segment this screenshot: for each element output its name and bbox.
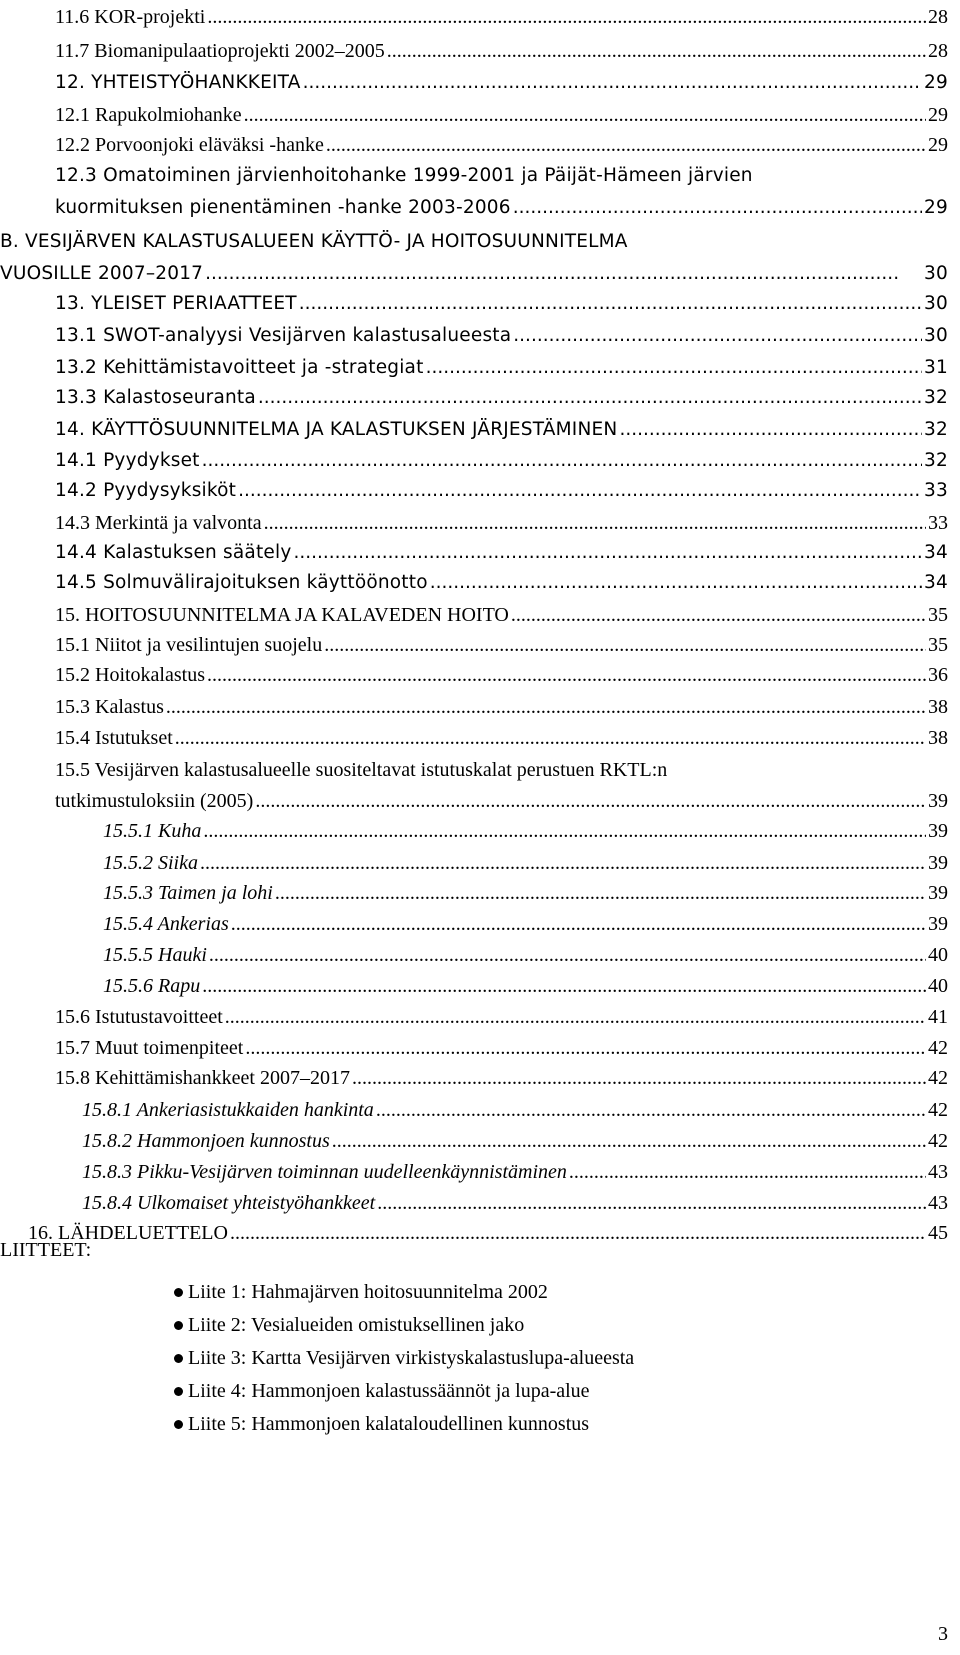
appendix-item-label: Liite 2: Vesialueiden omistuksellinen jako xyxy=(188,1314,525,1336)
bullet-icon xyxy=(174,1321,183,1330)
toc-entry[interactable] xyxy=(0,259,960,289)
toc-entry[interactable] xyxy=(0,786,960,816)
toc-entry-page: 34 xyxy=(924,572,948,593)
toc-dot-leader xyxy=(207,660,926,690)
toc-dot-leader xyxy=(202,971,926,1001)
toc-entry-page: 35 xyxy=(928,634,948,656)
toc-entry[interactable] xyxy=(0,723,960,753)
page-number: 3 xyxy=(938,1623,948,1645)
toc-dot-leader xyxy=(245,1033,926,1063)
toc-entry[interactable] xyxy=(0,538,960,568)
toc-entry-title: 14.1 Pyydykset xyxy=(55,450,200,471)
toc-dot-leader xyxy=(207,2,926,32)
toc-entry-page: 39 xyxy=(928,852,948,874)
toc-dot-leader xyxy=(244,100,926,130)
toc-dot-leader xyxy=(619,415,922,445)
toc-entry-title: 14.2 Pyydysyksiköt xyxy=(55,480,237,501)
toc-entry[interactable] xyxy=(0,660,960,690)
toc-entry-title-line[interactable]: B. VESIJÄRVEN KALASTUSALUEEN KÄYTTÖ- JA HOITOSUUNNITELMA xyxy=(0,231,628,252)
toc-entry[interactable] xyxy=(0,878,960,908)
toc-dot-leader xyxy=(203,816,926,846)
toc-entry-title: 15.2 Hoitokalastus xyxy=(55,664,205,686)
toc-entry[interactable] xyxy=(0,353,960,383)
toc-entry-title: 15.4 Istutukset xyxy=(55,727,173,749)
toc-dot-leader xyxy=(230,1218,926,1248)
toc-dot-leader xyxy=(352,1063,926,1093)
toc-entry-title: 15.5.6 Rapu xyxy=(103,975,201,997)
toc-entry-title-line[interactable]: 15.5 Vesijärven kalastusalueelle suositeltavat istutuskalat perustuen RKTL:n xyxy=(55,759,668,781)
appendix-item xyxy=(188,1276,548,1308)
toc-entry-page: 43 xyxy=(928,1161,948,1183)
toc-dot-leader xyxy=(202,446,922,476)
bullet-icon xyxy=(174,1288,183,1297)
toc-entry-page: 34 xyxy=(924,542,948,563)
toc-entry-title-line[interactable]: 12.3 Omatoiminen järvienhoitohanke 1999-2001 ja Päijät-Hämeen järvien xyxy=(55,165,753,186)
toc-entry-page: 39 xyxy=(928,882,948,904)
toc-entry-page: 31 xyxy=(924,357,948,378)
toc-dot-leader xyxy=(511,600,926,630)
toc-dot-leader xyxy=(569,1157,926,1187)
toc-dot-leader xyxy=(166,692,926,722)
toc-dot-leader xyxy=(376,1095,926,1125)
toc-dot-leader xyxy=(175,723,926,753)
toc-entry-title: 15.5.4 Ankerias xyxy=(103,913,229,935)
toc-entry-page: 40 xyxy=(928,944,948,966)
toc-entry[interactable] xyxy=(0,600,960,630)
toc-entry-title: VUOSILLE 2007–2017 xyxy=(0,263,204,284)
toc-entry[interactable] xyxy=(0,446,960,476)
toc-entry[interactable] xyxy=(0,383,960,413)
toc-entry-page: 36 xyxy=(928,664,948,686)
toc-entry-page: 32 xyxy=(924,450,948,471)
toc-dot-leader xyxy=(303,68,922,98)
toc-dot-leader xyxy=(513,321,922,351)
toc-entry-page: 38 xyxy=(928,727,948,749)
toc-entry-title: 15.8 Kehittämishankkeet 2007–2017 xyxy=(55,1067,350,1089)
toc-entry-title: 13.2 Kehittämistavoitteet ja -strategiat xyxy=(55,357,424,378)
toc-entry[interactable] xyxy=(0,1002,960,1032)
toc-entry-title: 16. LÄHDELUETTELO xyxy=(28,1222,228,1244)
toc-entry-title: 12. YHTEISTYÖHANKKEITA xyxy=(55,72,301,93)
toc-entry-title: 15.5.2 Siika xyxy=(103,852,198,874)
toc-entry-page: 32 xyxy=(924,419,948,440)
toc-entry-title: kuormituksen pienentäminen -hanke 2003-2006 xyxy=(55,197,511,218)
toc-entry-title: tutkimustuloksiin (2005) xyxy=(55,790,254,812)
toc-entry-title: 14.4 Kalastuksen säätely xyxy=(55,542,292,563)
toc-entry[interactable] xyxy=(0,1188,960,1218)
toc-entry-page: 28 xyxy=(928,40,948,62)
toc-entry-title: 15.3 Kalastus xyxy=(55,696,164,718)
toc-dot-leader xyxy=(426,353,922,383)
appendix-item-label: Liite 3: Kartta Vesijärven virkistyskalastuslupa-alueesta xyxy=(188,1347,635,1369)
toc-entry-page: 39 xyxy=(928,820,948,842)
toc-entry-title: 12.1 Rapukolmiohanke xyxy=(55,104,242,126)
toc-entry-page: 39 xyxy=(928,913,948,935)
toc-entry-title: 15.8.1 Ankeriasistukkaiden hankinta xyxy=(82,1099,374,1121)
toc-entry-page: 29 xyxy=(928,104,948,126)
toc-entry-page: 29 xyxy=(928,134,948,156)
toc-entry[interactable] xyxy=(0,630,960,660)
toc-entry[interactable] xyxy=(0,508,960,538)
toc-dot-leader xyxy=(430,568,922,598)
appendix-item xyxy=(188,1375,590,1407)
toc-entry[interactable] xyxy=(0,321,960,351)
toc-dot-leader xyxy=(225,1002,926,1032)
toc-entry[interactable] xyxy=(0,1063,960,1093)
toc-dot-leader xyxy=(200,848,926,878)
toc-entry-page: 43 xyxy=(928,1192,948,1214)
toc-entry-title: 15.8.3 Pikku-Vesijärven toiminnan uudelleenkäynnistäminen xyxy=(82,1161,567,1183)
toc-entry-page: 32 xyxy=(924,387,948,408)
toc-entry-page: 42 xyxy=(928,1067,948,1089)
toc-dot-leader xyxy=(231,909,926,939)
toc-dot-leader xyxy=(264,508,926,538)
toc-dot-leader xyxy=(238,476,922,506)
toc-entry[interactable] xyxy=(0,2,960,32)
appendix-item xyxy=(188,1342,634,1374)
toc-entry[interactable] xyxy=(0,100,960,130)
toc-dot-leader xyxy=(324,630,926,660)
toc-entry-title: 13.1 SWOT-analyysi Vesijärven kalastusalueesta xyxy=(55,325,512,346)
toc-dot-leader xyxy=(387,36,926,66)
toc-entry-page: 29 xyxy=(924,72,948,93)
toc-entry-title: 14.5 Solmuvälirajoituksen käyttöönotto xyxy=(55,572,428,593)
toc-entry[interactable] xyxy=(0,568,960,598)
toc-entry-title: 14. KÄYTTÖSUUNNITELMA JA KALASTUKSEN JÄRJESTÄMINEN xyxy=(55,419,618,440)
toc-entry-title: 15.5.3 Taimen ja lohi xyxy=(103,882,273,904)
bullet-icon xyxy=(174,1420,183,1429)
toc-entry-page: 42 xyxy=(928,1037,948,1059)
toc-dot-leader xyxy=(293,538,922,568)
toc-entry[interactable] xyxy=(0,193,960,223)
toc-entry[interactable] xyxy=(0,1033,960,1063)
appendix-item-label: Liite 5: Hammonjoen kalataloudellinen kunnostus xyxy=(188,1413,590,1435)
toc-dot-leader xyxy=(513,193,922,223)
toc-entry-page: 35 xyxy=(928,604,948,626)
toc-entry-page: 30 xyxy=(924,325,948,346)
toc-entry[interactable] xyxy=(0,940,960,970)
toc-entry-title: 15.5.1 Kuha xyxy=(103,820,202,842)
toc-dot-leader xyxy=(275,878,926,908)
bullet-icon xyxy=(174,1387,183,1396)
toc-entry[interactable] xyxy=(0,1218,960,1248)
toc-entry-page: 45 xyxy=(928,1222,948,1244)
toc-entry-title: 15.1 Niitot ja vesilintujen suojelu xyxy=(55,634,323,656)
toc-entry-page: 33 xyxy=(928,512,948,534)
toc-dot-leader xyxy=(326,130,926,160)
toc-entry-page: 38 xyxy=(928,696,948,718)
toc-entry[interactable] xyxy=(0,1095,960,1125)
toc-entry-page: 29 xyxy=(924,197,948,218)
toc-entry-page: 40 xyxy=(928,975,948,997)
toc-entry-page: 42 xyxy=(928,1099,948,1121)
toc-dot-leader xyxy=(209,940,926,970)
appendix-item-label: Liite 1: Hahmajärven hoitosuunnitelma 2002 xyxy=(188,1281,548,1303)
toc-entry-page: 33 xyxy=(924,480,948,501)
toc-entry-title: 15.5.5 Hauki xyxy=(103,944,207,966)
toc-entry-title: 15.8.4 Ulkomaiset yhteistyöhankkeet xyxy=(82,1192,376,1214)
toc-dot-leader xyxy=(377,1188,926,1218)
toc-entry[interactable] xyxy=(0,692,960,722)
toc-entry-title: 15. HOITOSUUNNITELMA JA KALAVEDEN HOITO xyxy=(55,604,509,626)
toc-dot-leader xyxy=(258,383,922,413)
toc-entry[interactable] xyxy=(0,1157,960,1187)
toc-entry[interactable] xyxy=(0,476,960,506)
toc-dot-leader xyxy=(205,259,898,289)
toc-entry[interactable] xyxy=(0,971,960,1001)
appendix-item xyxy=(188,1408,589,1440)
toc-entry-title: 13. YLEISET PERIAATTEET xyxy=(55,293,297,314)
toc-entry[interactable] xyxy=(0,415,960,445)
toc-entry-page: 30 xyxy=(924,293,948,314)
toc-entry-title: 11.7 Biomanipulaatioprojekti 2002–2005 xyxy=(55,40,385,62)
toc-entry-title: 15.6 Istutustavoitteet xyxy=(55,1006,223,1028)
toc-entry[interactable] xyxy=(0,36,960,66)
appendix-heading: LIITTEET: xyxy=(0,1239,92,1261)
toc-entry[interactable] xyxy=(0,909,960,939)
toc-dot-leader xyxy=(255,786,926,816)
toc-entry[interactable] xyxy=(0,816,960,846)
toc-entry-page: 30 xyxy=(924,263,948,284)
toc-dot-leader xyxy=(299,289,922,319)
toc-entry-title: 13.3 Kalastoseuranta xyxy=(55,387,256,408)
toc-entry-title: 12.2 Porvoonjoki eläväksi -hanke xyxy=(55,134,324,156)
toc-entry-title: 15.8.2 Hammonjoen kunnostus xyxy=(82,1130,330,1152)
toc-entry[interactable] xyxy=(0,68,960,98)
toc-entry[interactable] xyxy=(0,848,960,878)
bullet-icon xyxy=(174,1354,183,1363)
toc-entry-page: 42 xyxy=(928,1130,948,1152)
toc-entry-page: 39 xyxy=(928,790,948,812)
toc-entry-title: 14.3 Merkintä ja valvonta xyxy=(55,512,262,534)
toc-entry[interactable] xyxy=(0,1126,960,1156)
appendix-item-label: Liite 4: Hammonjoen kalastussäännöt ja lupa-alue xyxy=(188,1380,590,1402)
toc-entry[interactable] xyxy=(0,130,960,160)
appendix-item xyxy=(188,1309,524,1341)
toc-entry-title: 11.6 KOR-projekti xyxy=(55,6,206,28)
toc-dot-leader xyxy=(332,1126,926,1156)
toc-entry-page: 28 xyxy=(928,6,948,28)
toc-entry-page: 41 xyxy=(928,1006,948,1028)
toc-entry[interactable] xyxy=(0,289,960,319)
toc-entry-title: 15.7 Muut toimenpiteet xyxy=(55,1037,244,1059)
